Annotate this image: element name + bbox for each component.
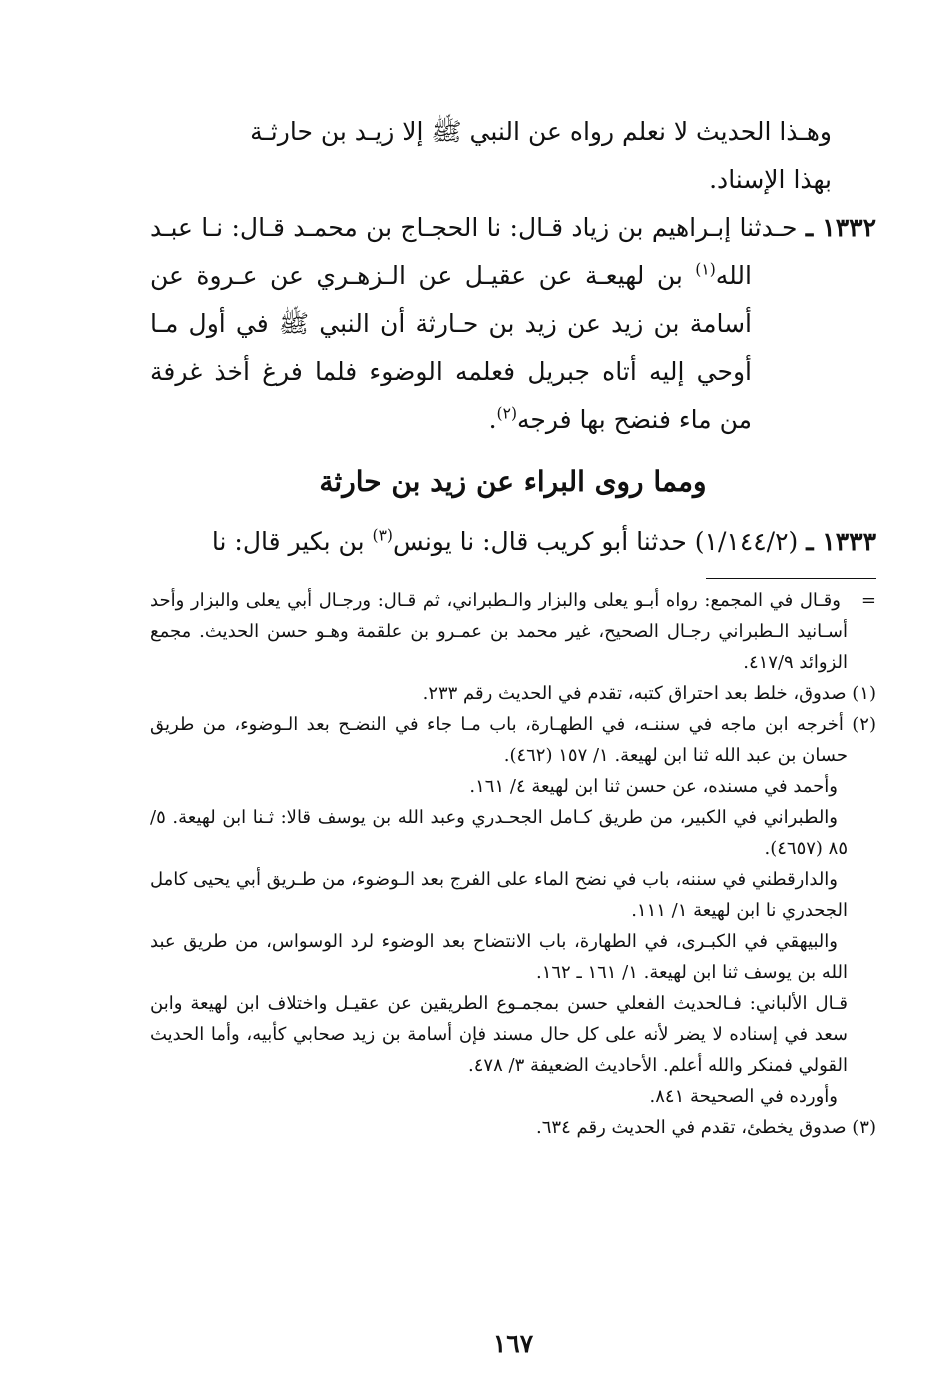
- hadith-1332-text-c: .: [488, 405, 497, 434]
- footnotes: [150, 585, 876, 1143]
- footnote-3: [150, 1112, 876, 1143]
- hadith-1333-text-b: بن بكير قال: نا: [211, 527, 365, 556]
- footnote-2-source-tabarani: والطبراني في الكبير، من طريق كـامل الجحـدري وعبد الله بن يوسف قالا: ثـنا ابن لهيعة. ٥/ ٨٥ (٤٦٥٧).: [150, 807, 848, 859]
- hadith-1333-text-a: (١/١٤٤/٢) حدثنا أبو كريب قال: نا يونس: [392, 527, 799, 556]
- footnote-1-marker: (١): [852, 683, 876, 704]
- book-page: [150, 108, 876, 1358]
- section-heading: ومما روى البراء عن زيد بن حارثة: [319, 465, 707, 498]
- footnote-2-source-ahmad: وأحمد في مسنده، عن حسن ثنا ابن لهيعة ٤/ ١٦١.: [469, 776, 838, 797]
- main-text: [150, 108, 876, 566]
- footnote-2-albani-verdict: قـال الألباني: فـالحديث الفعلي حسن بمجمـوع الطريقين عن عقيـل واختلاف ابن لهيعة وابن سعد في إسناده لا يضر لأنه على كل حال مسند فإن أسامة بن زيد صحابي كأبيه، وأما الحديث القولي فمنكر والله أعلم. الأحاديث الضعيفة ٣/ ٤٧٨.: [150, 993, 849, 1076]
- carryover-text: وقـال في المجمع: رواه أبـو يعلى والبزار والـطبراني، ثم قـال: ورجـال أبي يعلى والبزار وأحد أسـانيد الـطبراني رجـال الصحيح، غير محمد بن عمـرو بن علقمة وهـو حسن الحديث. مجمع الزوائد ٤١٧/٩.: [150, 590, 848, 673]
- footnote-carryover: [150, 585, 876, 678]
- footnote-ref-3: (٣): [372, 526, 393, 545]
- footnote-2-sahiha: وأورده في الصحيحة ٨٤١.: [649, 1086, 838, 1107]
- hadith-number-1332: ١٣٣٢ ـ: [805, 213, 876, 242]
- footnote-1: [150, 678, 876, 709]
- footnote-3-text: صدوق يخطئ، تقدم في الحديث رقم ٦٣٤.: [536, 1117, 847, 1138]
- hadith-1332-text-a: حـدثنا إبـراهيم بن زياد قـال: نا الحجـاج بن محمـد قـال: نـا عبـد الله: [150, 213, 798, 290]
- hadith-1332: [150, 204, 876, 444]
- carryover-marker: =: [860, 590, 876, 611]
- continuation-line-2: بهذا الإسناد.: [709, 165, 832, 194]
- footnote-ref-1: (١): [695, 260, 716, 279]
- footnote-2-source-bayhaqi: والبيهقي في الكبـرى، في الطهارة، باب الانتضاح بعد الوضوء لرد الوسواس، من طريق عبد الله بن يوسف ثنا ابن لهيعة. ١/ ١٦١ ـ ١٦٢.: [150, 931, 848, 983]
- continuation-line-1: وهـذا الحديث لا نعلم رواه عن النبي ﷺ إلا زيـد بن حارثـة: [250, 117, 832, 146]
- footnote-2-marker: (٢): [852, 714, 876, 735]
- footnote-2: [150, 709, 876, 771]
- hadith-1333: [150, 518, 876, 566]
- footnote-2-text: أخرجه ابن ماجه في سننـه، في الطهـارة، باب مـا جاء في النضـح بعد الـوضوء، من طريق حسان بن عبد الله ثنا ابن لهيعة. ١/ ١٥٧ (٤٦٢).: [150, 714, 848, 766]
- hadith-number-1333: ١٣٣٣ ـ: [806, 527, 876, 556]
- page-number: ١٦٧: [492, 1329, 534, 1358]
- hadith-1332-text-b: بن لهيعـة عن عقيـل عن الـزهـري عن عـروة عن أسامة بن زيد عن زيد بن حـارثة أن النبي ﷺ في أول مـا أوحي إليه أتاه جبريل فعلمه الوضوء فلما فرغ أخذ غرفة من ماء فنضح بها فرجه: [150, 261, 752, 434]
- footnote-1-text: صدوق، خلط بعد احتراق كتبه، تقدم في الحديث رقم ٢٣٣.: [422, 683, 847, 704]
- footnote-2-source-daraqutni: والدارقطني في سننه، باب في نضح الماء على الفرج بعد الـوضوء، من طـريق أبي يحيى كامل الجحدري نا ابن لهيعة ١/ ١١١.: [150, 869, 848, 921]
- footnote-ref-2: (٢): [496, 404, 517, 423]
- footnote-separator: [706, 578, 876, 579]
- footnote-3-marker: (٣): [852, 1117, 876, 1138]
